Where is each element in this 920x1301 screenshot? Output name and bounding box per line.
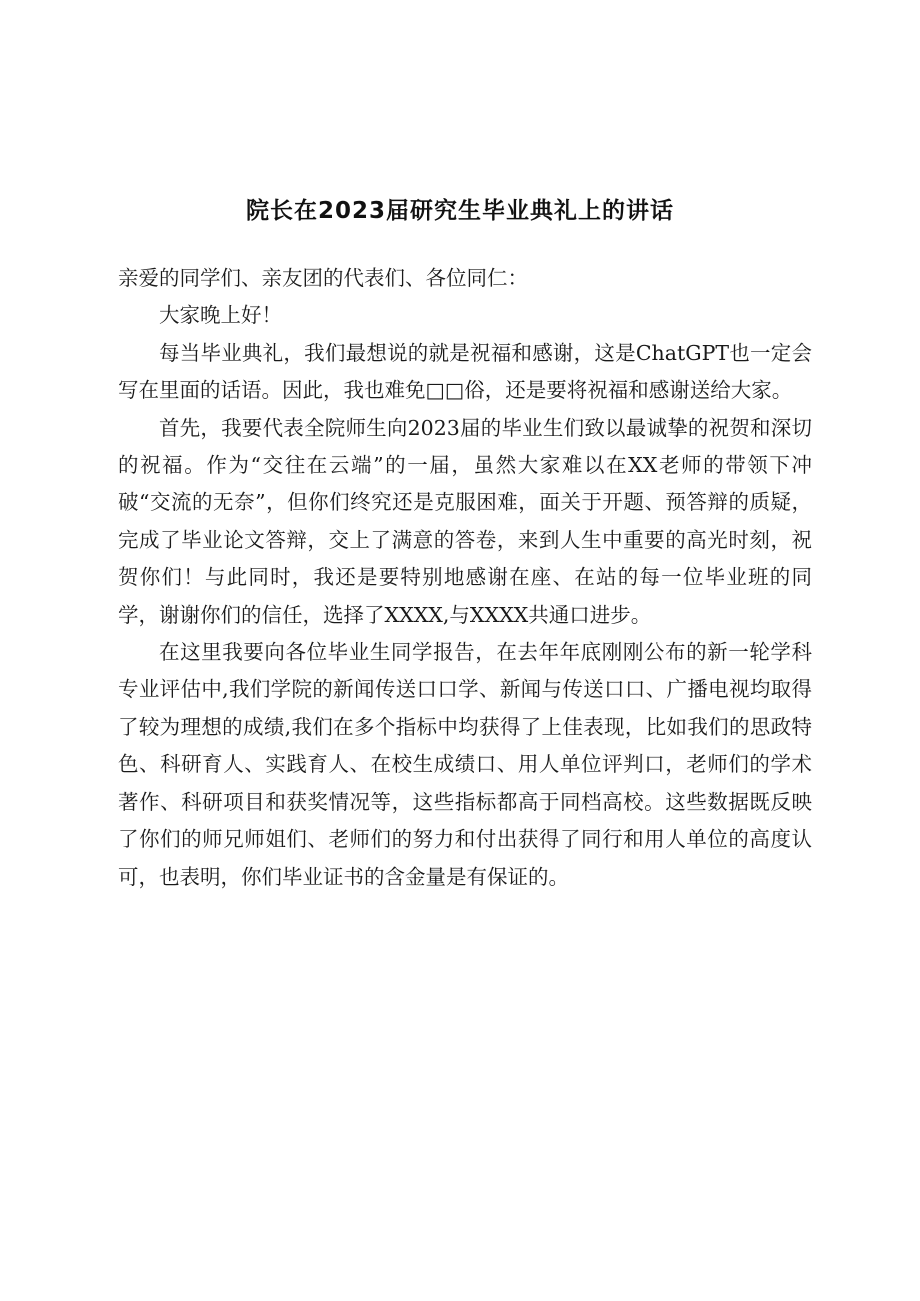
- document-title: 院长在2023届研究生毕业典礼上的讲话: [245, 198, 674, 224]
- greeting: 大家晚上好！: [159, 303, 282, 328]
- document-body: [118, 260, 812, 896]
- paragraph-2: 首先，我要代表全院师生向2023届的毕业生们致以最诚挚的祝贺和深切的祝福。作为“交往在云端”的一届，虽然大家难以在XX老师的带领下冲破“交流的无奈”，但你们终究还是克服困难，面关于开题、预答辩的质疑，完成了毕业论文答辩，交上了满意的答卷，来到人生中重要的高光时刻，祝贺你们！与此同时，我还是要特别地感谢在座、在站的每一位毕业班的同学，谢谢你们的信任，选择了XXXX,与XXXX共通口进步。: [118, 415, 812, 627]
- salutation: 亲爱的同学们、亲友团的代表们、各位同仁：: [118, 266, 528, 290]
- paragraph-3: 在这里我要向各位毕业生同学报告，在去年年底刚刚公布的新一轮学科专业评估中,我们学院的新闻传送口口学、新闻与传送口口、广播电视均取得了较为理想的成绩,我们在多个指标中均获得了上佳表现，比如我们的思政特色、科研育人、实践育人、在校生成绩口、用人单位评判口，老师们的学术著作、科研项目和获奖情况等，这些指标都高于同档高校。这些数据既反映了你们的师兄师姐们、老师们的努力和付出获得了同行和用人单位的高度认可，也表明，你们毕业证书的含金量是有保证的。: [118, 640, 812, 889]
- paragraph-1: 每当毕业典礼，我们最想说的就是祝福和感谢，这是ChatGPT也一定会写在里面的话语。因此，我也难免□□俗，还是要将祝福和感谢送给大家。: [118, 340, 812, 403]
